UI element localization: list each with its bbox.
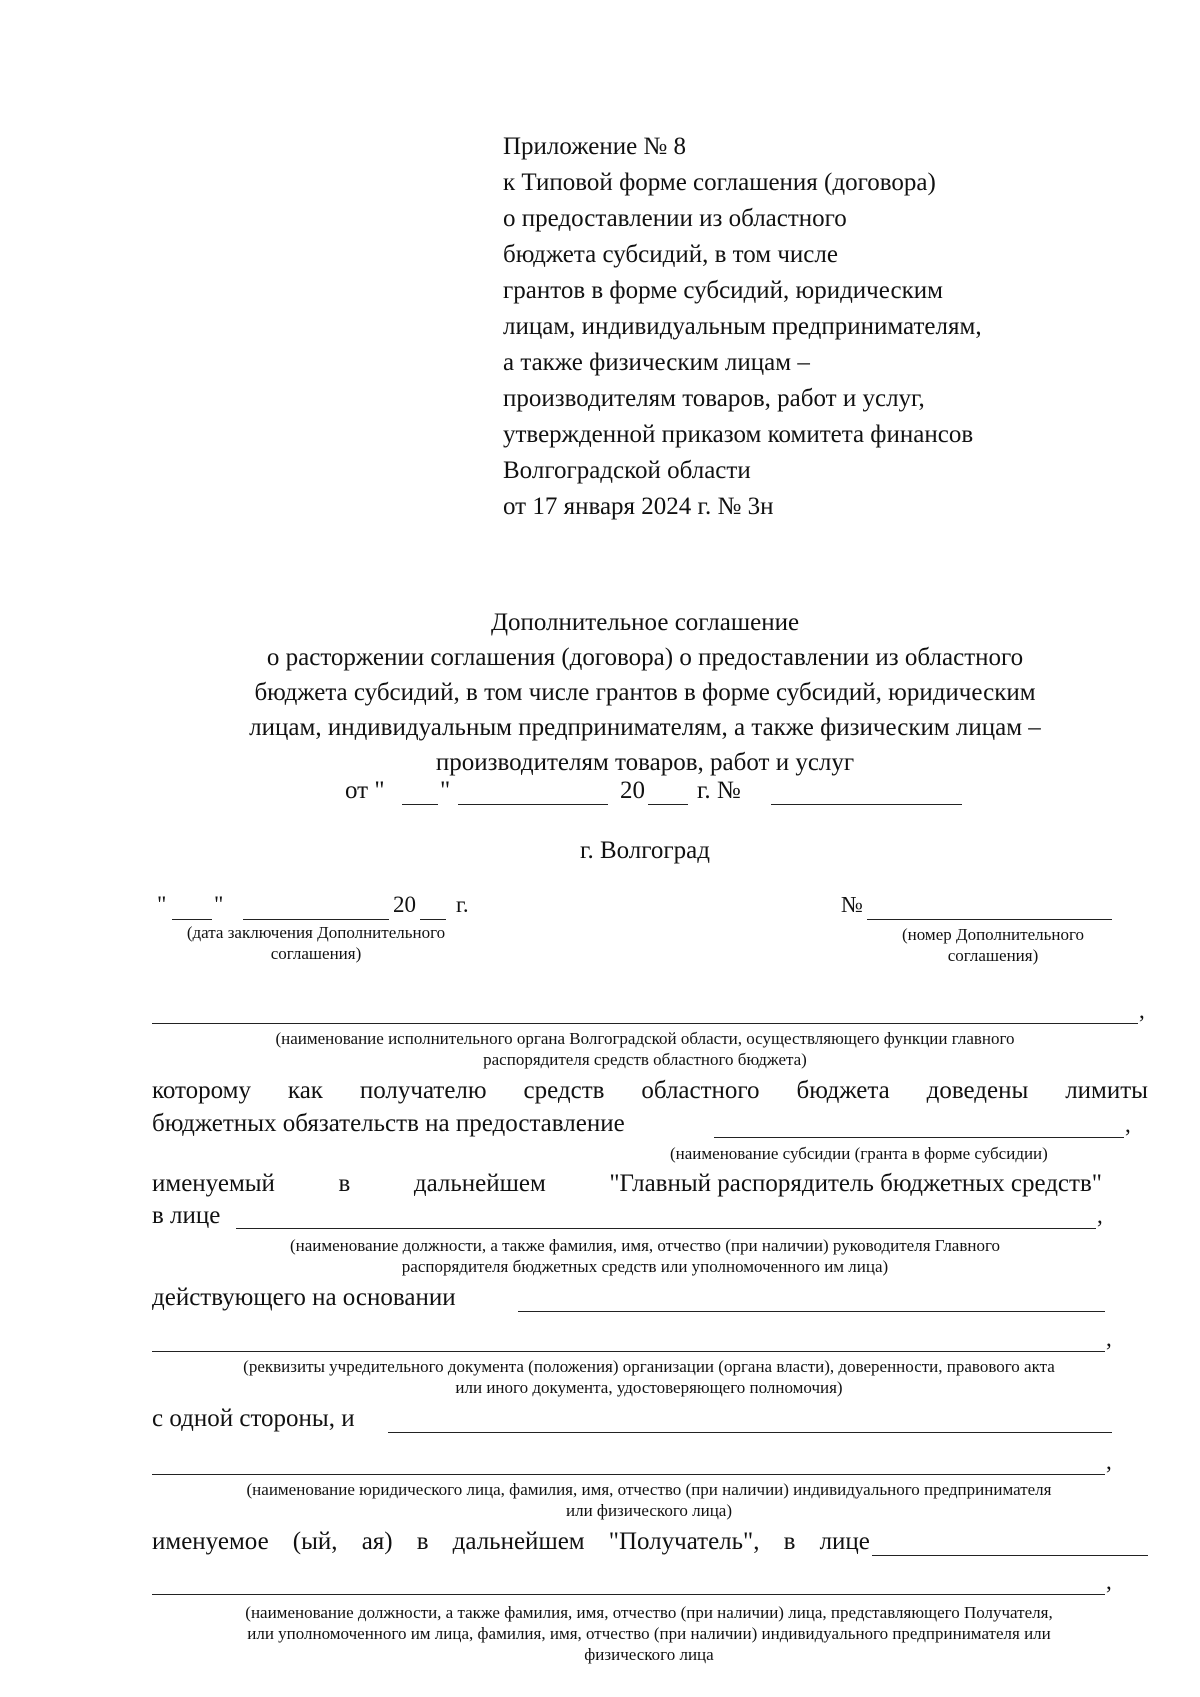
basis-blank [152,1351,1105,1352]
recipient-caption: или физического лица) [566,1501,732,1520]
title-date-quote: " [440,777,451,804]
comma: , [1139,998,1145,1023]
recipient-named-line [152,1527,870,1557]
limits-line [152,1076,1148,1106]
word: доведены [926,1077,1029,1104]
word: которому [152,1077,251,1104]
word: лимиты [1065,1077,1148,1104]
basis-caption: или иного документа, удостоверяющего полномочия) [455,1378,843,1397]
title-line: бюджета субсидий, в том числе грантов в форме субсидий, юридическим [254,679,1036,706]
date-caption: соглашения) [270,944,362,963]
head-caption: (наименование должности, а также фамилия, имя, отчество (при наличии) руководителя Главного [289,1236,1001,1255]
head-blank [236,1228,1096,1229]
org-caption: (наименование исполнительного органа Волгоградской области, осуществляющего функции главного [275,1029,1015,1048]
title-line: о расторжении соглашения (договора) о предоставлении из областного [266,644,1024,671]
word: дальнейшем [452,1528,585,1555]
recipient-blank [388,1432,1112,1433]
basis-caption: (реквизиты учредительного документа (положения) организации (органа власти), доверенности, правового акта [243,1357,1055,1376]
org-name-blank [152,1023,1138,1024]
year-blank [648,804,688,805]
date-caption: (дата заключения Дополнительного [186,923,446,942]
comma: , [1106,1569,1112,1594]
appendix-line: грантов в форме субсидий, юридическим [503,277,943,304]
month-blank [458,804,608,805]
word: средств [523,1077,605,1104]
acting-on-label: действующего на основании [152,1284,456,1311]
head-caption: распорядителя бюджетных средств или уполномоченного им лица) [401,1257,889,1276]
appendix-line: Приложение № 8 [503,133,687,160]
word: лице [819,1528,870,1555]
appendix-line: бюджета субсидий, в том числе [503,241,838,268]
word: бюджета [796,1077,890,1104]
acting-on-blank [518,1311,1105,1312]
recipient-caption: (наименование юридического лица, фамилия, имя, отчество (при наличии) индивидуального предпринимателя [246,1480,1052,1499]
day-blank [172,919,212,920]
month-blank [243,919,389,920]
word: дальнейшем [413,1170,546,1197]
date-quote-close: " [214,892,224,917]
title-date-year: 20 [620,777,645,804]
recipient-name-blank [152,1474,1105,1475]
limits-line-2: бюджетных обязательств на предоставление [152,1110,625,1137]
word: (ый, [292,1528,338,1555]
number-caption: соглашения) [947,946,1039,965]
appendix-line: от 17 января 2024 г. № 3н [503,493,774,520]
date-quote-open: " [157,892,167,917]
representative-caption: (наименование должности, а также фамилия, имя, отчество (при наличии) лица, представляющего Получателя, [245,1603,1053,1622]
representative-caption: или уполномоченного им лица, фамилия, имя, отчество (при наличии) индивидуального предпринимателя или [247,1624,1051,1643]
word: ая) [361,1528,393,1555]
title-date-number-label: г. № [697,777,741,804]
title-line: Дополнительное соглашение [490,609,800,636]
word: "Главный распорядитель бюджетных средств" [609,1170,1102,1197]
appendix-line: а также физическим лицам – [503,349,810,376]
appendix-line: лицам, индивидуальным предпринимателям, [503,313,982,340]
comma: , [1097,1203,1103,1228]
comma: , [1125,1112,1131,1137]
subsidy-blank [714,1137,1124,1138]
comma: , [1106,1326,1112,1351]
word: в [783,1528,796,1555]
title-date-prefix: от " [345,777,385,804]
word: "Получатель", [608,1528,760,1555]
appendix-line: Волгоградской области [503,457,751,484]
word: именуемое [152,1528,269,1555]
word: в [338,1170,351,1197]
representative-name-blank [152,1594,1105,1595]
appendix-line: производителям товаров, работ и услуг, [503,385,925,412]
date-year: 20 [393,892,416,917]
word: в [416,1528,429,1555]
city: г. Волгоград [580,837,710,864]
title-line: лицам, индивидуальным предпринимателям, а также физическим лицам – [249,714,1041,741]
appendix-line: к Типовой форме соглашения (договора) [503,169,936,196]
org-caption: распорядителя средств областного бюджета) [483,1050,807,1069]
word: получателю [359,1077,487,1104]
named-line [152,1169,1102,1199]
appendix-line: о предоставлении из областного [503,205,847,232]
in-person-label: в лице [152,1202,221,1229]
title-line: производителям товаров, работ и услуг [435,749,855,776]
year-blank [420,919,446,920]
word: как [287,1077,323,1104]
number-sign: № [841,892,863,917]
representative-caption: физического лица [584,1645,714,1664]
date-g: г. [456,892,469,917]
word: именуемый [152,1170,275,1197]
subsidy-caption: (наименование субсидии (гранта в форме субсидии) [670,1144,1048,1163]
day-blank [402,804,438,805]
representative-blank [872,1555,1148,1556]
appendix-line: утвержденной приказом комитета финансов [503,421,974,448]
one-side-label: с одной стороны, и [152,1405,355,1432]
word: областного [641,1077,760,1104]
number-blank [867,919,1112,920]
comma: , [1106,1449,1112,1474]
number-caption: (номер Дополнительного [902,925,1084,944]
number-blank [771,804,962,805]
